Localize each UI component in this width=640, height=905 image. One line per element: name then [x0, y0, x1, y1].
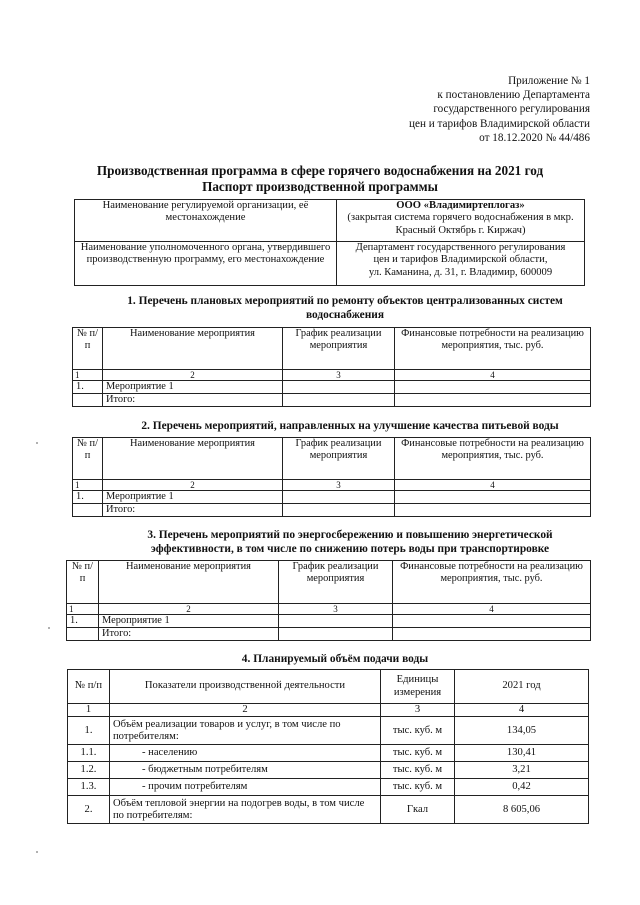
measure-finance: [395, 381, 591, 394]
column-number: 1: [67, 604, 99, 615]
indicator-name: Объём тепловой энергии на подогрев воды, в том числе по потребителям:: [110, 796, 381, 824]
column-header-name: Наименование мероприятия: [103, 438, 283, 480]
scan-speck: [36, 851, 38, 853]
column-header-name: Наименование мероприятия: [99, 561, 279, 604]
empty-cell: [395, 394, 591, 407]
subtitle-line: Паспорт производственной программы: [202, 179, 438, 194]
total-row: [73, 394, 591, 407]
column-header-name: Наименование мероприятия: [103, 328, 283, 370]
section-3-table: [66, 560, 591, 641]
value: 3,21: [455, 762, 589, 779]
indicator-name: Объём реализации товаров и услуг, в том числе по потребителям:: [110, 717, 381, 745]
empty-cell: [395, 504, 591, 517]
column-number: 4: [395, 480, 591, 491]
empty-cell: [73, 504, 103, 517]
column-number: 3: [283, 370, 395, 381]
row-number: 1.2.: [68, 762, 110, 779]
column-number: 2: [99, 604, 279, 615]
unit: Гкал: [381, 796, 455, 824]
appendix-date: от 18.12.2020 № 44/486: [479, 131, 590, 144]
row-number: 1.: [73, 381, 103, 394]
column-number: 2: [110, 704, 381, 717]
water-volume-table: [67, 669, 589, 824]
column-number-row: [73, 370, 591, 381]
measure-finance: [395, 491, 591, 504]
appendix-line: к постановлению Департамента: [437, 89, 590, 102]
indicator-name: - бюджетным потребителям: [110, 762, 381, 779]
column-number-row: [67, 604, 591, 615]
column-number: 3: [283, 480, 395, 491]
column-header-indicator: Показатели производственной деятельности: [110, 670, 381, 704]
row-number: 1.1.: [68, 745, 110, 762]
empty-cell: [279, 628, 393, 641]
empty-cell: [67, 628, 99, 641]
column-header-year: 2021 год: [455, 670, 589, 704]
unit: тыс. куб. м: [381, 762, 455, 779]
passport-row-organization: [75, 200, 585, 242]
unit: тыс. куб. м: [381, 779, 455, 796]
total-label: Итого:: [103, 394, 283, 407]
appendix-line: Приложение № 1: [508, 75, 590, 87]
column-header-schedule: График реализации мероприятия: [283, 438, 395, 480]
table-row: [68, 762, 589, 779]
row-number: 1.3.: [68, 779, 110, 796]
empty-cell: [283, 394, 395, 407]
value: 0,42: [455, 779, 589, 796]
table-header-row: [73, 438, 591, 480]
row-number: 1.: [73, 491, 103, 504]
authority-line: Департамент государственного регулирования: [355, 242, 566, 253]
document-title: [0, 163, 640, 195]
passport-label: Наименование регулируемой организации, её местонахождение: [75, 200, 337, 242]
column-header-num: № п/п: [67, 561, 99, 604]
column-header-num: № п/п: [68, 670, 110, 704]
column-header-unit: Единицы измерения: [381, 670, 455, 704]
appendix-header: [330, 74, 590, 145]
passport-table: [74, 199, 585, 286]
appendix-line: государственного регулирования: [433, 103, 590, 116]
table-header-row: [67, 561, 591, 604]
measure-schedule: [279, 615, 393, 628]
section-4-title: 4. Планируемый объём подачи воды: [241, 653, 429, 665]
passport-value: [337, 200, 585, 242]
table-row: [73, 381, 591, 394]
indicator-name: - прочим потребителям: [110, 779, 381, 796]
table-header-row: [73, 328, 591, 370]
appendix-line: цен и тарифов Владимирской области: [409, 117, 590, 130]
column-header-num: № п/п: [73, 328, 103, 370]
total-label: Итого:: [103, 504, 283, 517]
measure-name: Мероприятие 1: [103, 381, 283, 394]
column-header-schedule: График реализации мероприятия: [283, 328, 395, 370]
column-number: 4: [395, 370, 591, 381]
column-number: 1: [68, 704, 110, 717]
passport-label: Наименование уполномоченного органа, утвердившего производственную программу, его местонахождение: [75, 242, 337, 286]
unit: тыс. куб. м: [381, 717, 455, 745]
empty-cell: [393, 628, 591, 641]
measure-name: Мероприятие 1: [103, 491, 283, 504]
table-row: [67, 615, 591, 628]
table-row: [68, 779, 589, 796]
total-label: Итого:: [99, 628, 279, 641]
value: 134,05: [455, 717, 589, 745]
scan-speck: [36, 442, 38, 444]
measure-schedule: [283, 381, 395, 394]
column-number: 4: [455, 704, 589, 717]
column-number: 2: [103, 480, 283, 491]
passport-value: [337, 242, 585, 286]
organization-name: ООО «Владимиртеплогаз»: [396, 200, 525, 211]
passport-row-authority: [75, 242, 585, 286]
empty-cell: [283, 504, 395, 517]
measure-name: Мероприятие 1: [99, 615, 279, 628]
section-2-title: 2. Перечень мероприятий, направленных на улучшение качества питьевой воды: [141, 420, 559, 432]
column-header-finance: Финансовые потребности на реализацию мероприятия, тыс. руб.: [393, 561, 591, 604]
indicator-name: - населению: [110, 745, 381, 762]
table-row: [68, 745, 589, 762]
authority-address: ул. Каманина, д. 31, г. Владимир, 600009: [368, 266, 553, 278]
column-header-num: № п/п: [73, 438, 103, 480]
row-number: 1.: [67, 615, 99, 628]
section-3-title-line: 3. Перечень мероприятий по энергосбережению и повышению энергетической: [147, 529, 553, 541]
value: 8 605,06: [455, 796, 589, 824]
column-number-row: [73, 480, 591, 491]
column-header-finance: Финансовые потребности на реализацию мероприятия, тыс. руб.: [395, 438, 591, 480]
authority-line: цен и тарифов Владимирской области,: [373, 254, 548, 266]
column-number: 3: [381, 704, 455, 717]
measure-finance: [393, 615, 591, 628]
column-number-row: [68, 704, 589, 717]
total-row: [73, 504, 591, 517]
section-1-title: 1. Перечень плановых мероприятий по ремонту объектов централизованных систем водоснабжения: [127, 295, 563, 321]
column-header-schedule: График реализации мероприятия: [279, 561, 393, 604]
table-row: [68, 717, 589, 745]
unit: тыс. куб. м: [381, 745, 455, 762]
column-number: 2: [103, 370, 283, 381]
value: 130,41: [455, 745, 589, 762]
scan-speck: [48, 627, 50, 629]
column-number: 1: [73, 370, 103, 381]
column-number: 1: [73, 480, 103, 491]
section-1-table: [72, 327, 591, 407]
title-line: Производственная программа в сфере горячего водоснабжения на 2021 год: [96, 163, 544, 178]
organization-detail: (закрытая система горячего водоснабжения в мкр. Красный Октябрь г. Киржач): [347, 212, 574, 236]
column-header-finance: Финансовые потребности на реализацию мероприятия, тыс. руб.: [395, 328, 591, 370]
table-row: [73, 491, 591, 504]
section-2-table: [72, 437, 591, 517]
measure-schedule: [283, 491, 395, 504]
row-number: 1.: [68, 717, 110, 745]
section-3-title-line: эффективности, в том числе по снижению потерь воды при транспортировке: [150, 543, 550, 555]
section-3-title: [100, 528, 600, 556]
total-row: [67, 628, 591, 641]
table-row: [68, 796, 589, 824]
column-number: 4: [393, 604, 591, 615]
row-number: 2.: [68, 796, 110, 824]
empty-cell: [73, 394, 103, 407]
column-number: 3: [279, 604, 393, 615]
table-header-row: [68, 670, 589, 704]
